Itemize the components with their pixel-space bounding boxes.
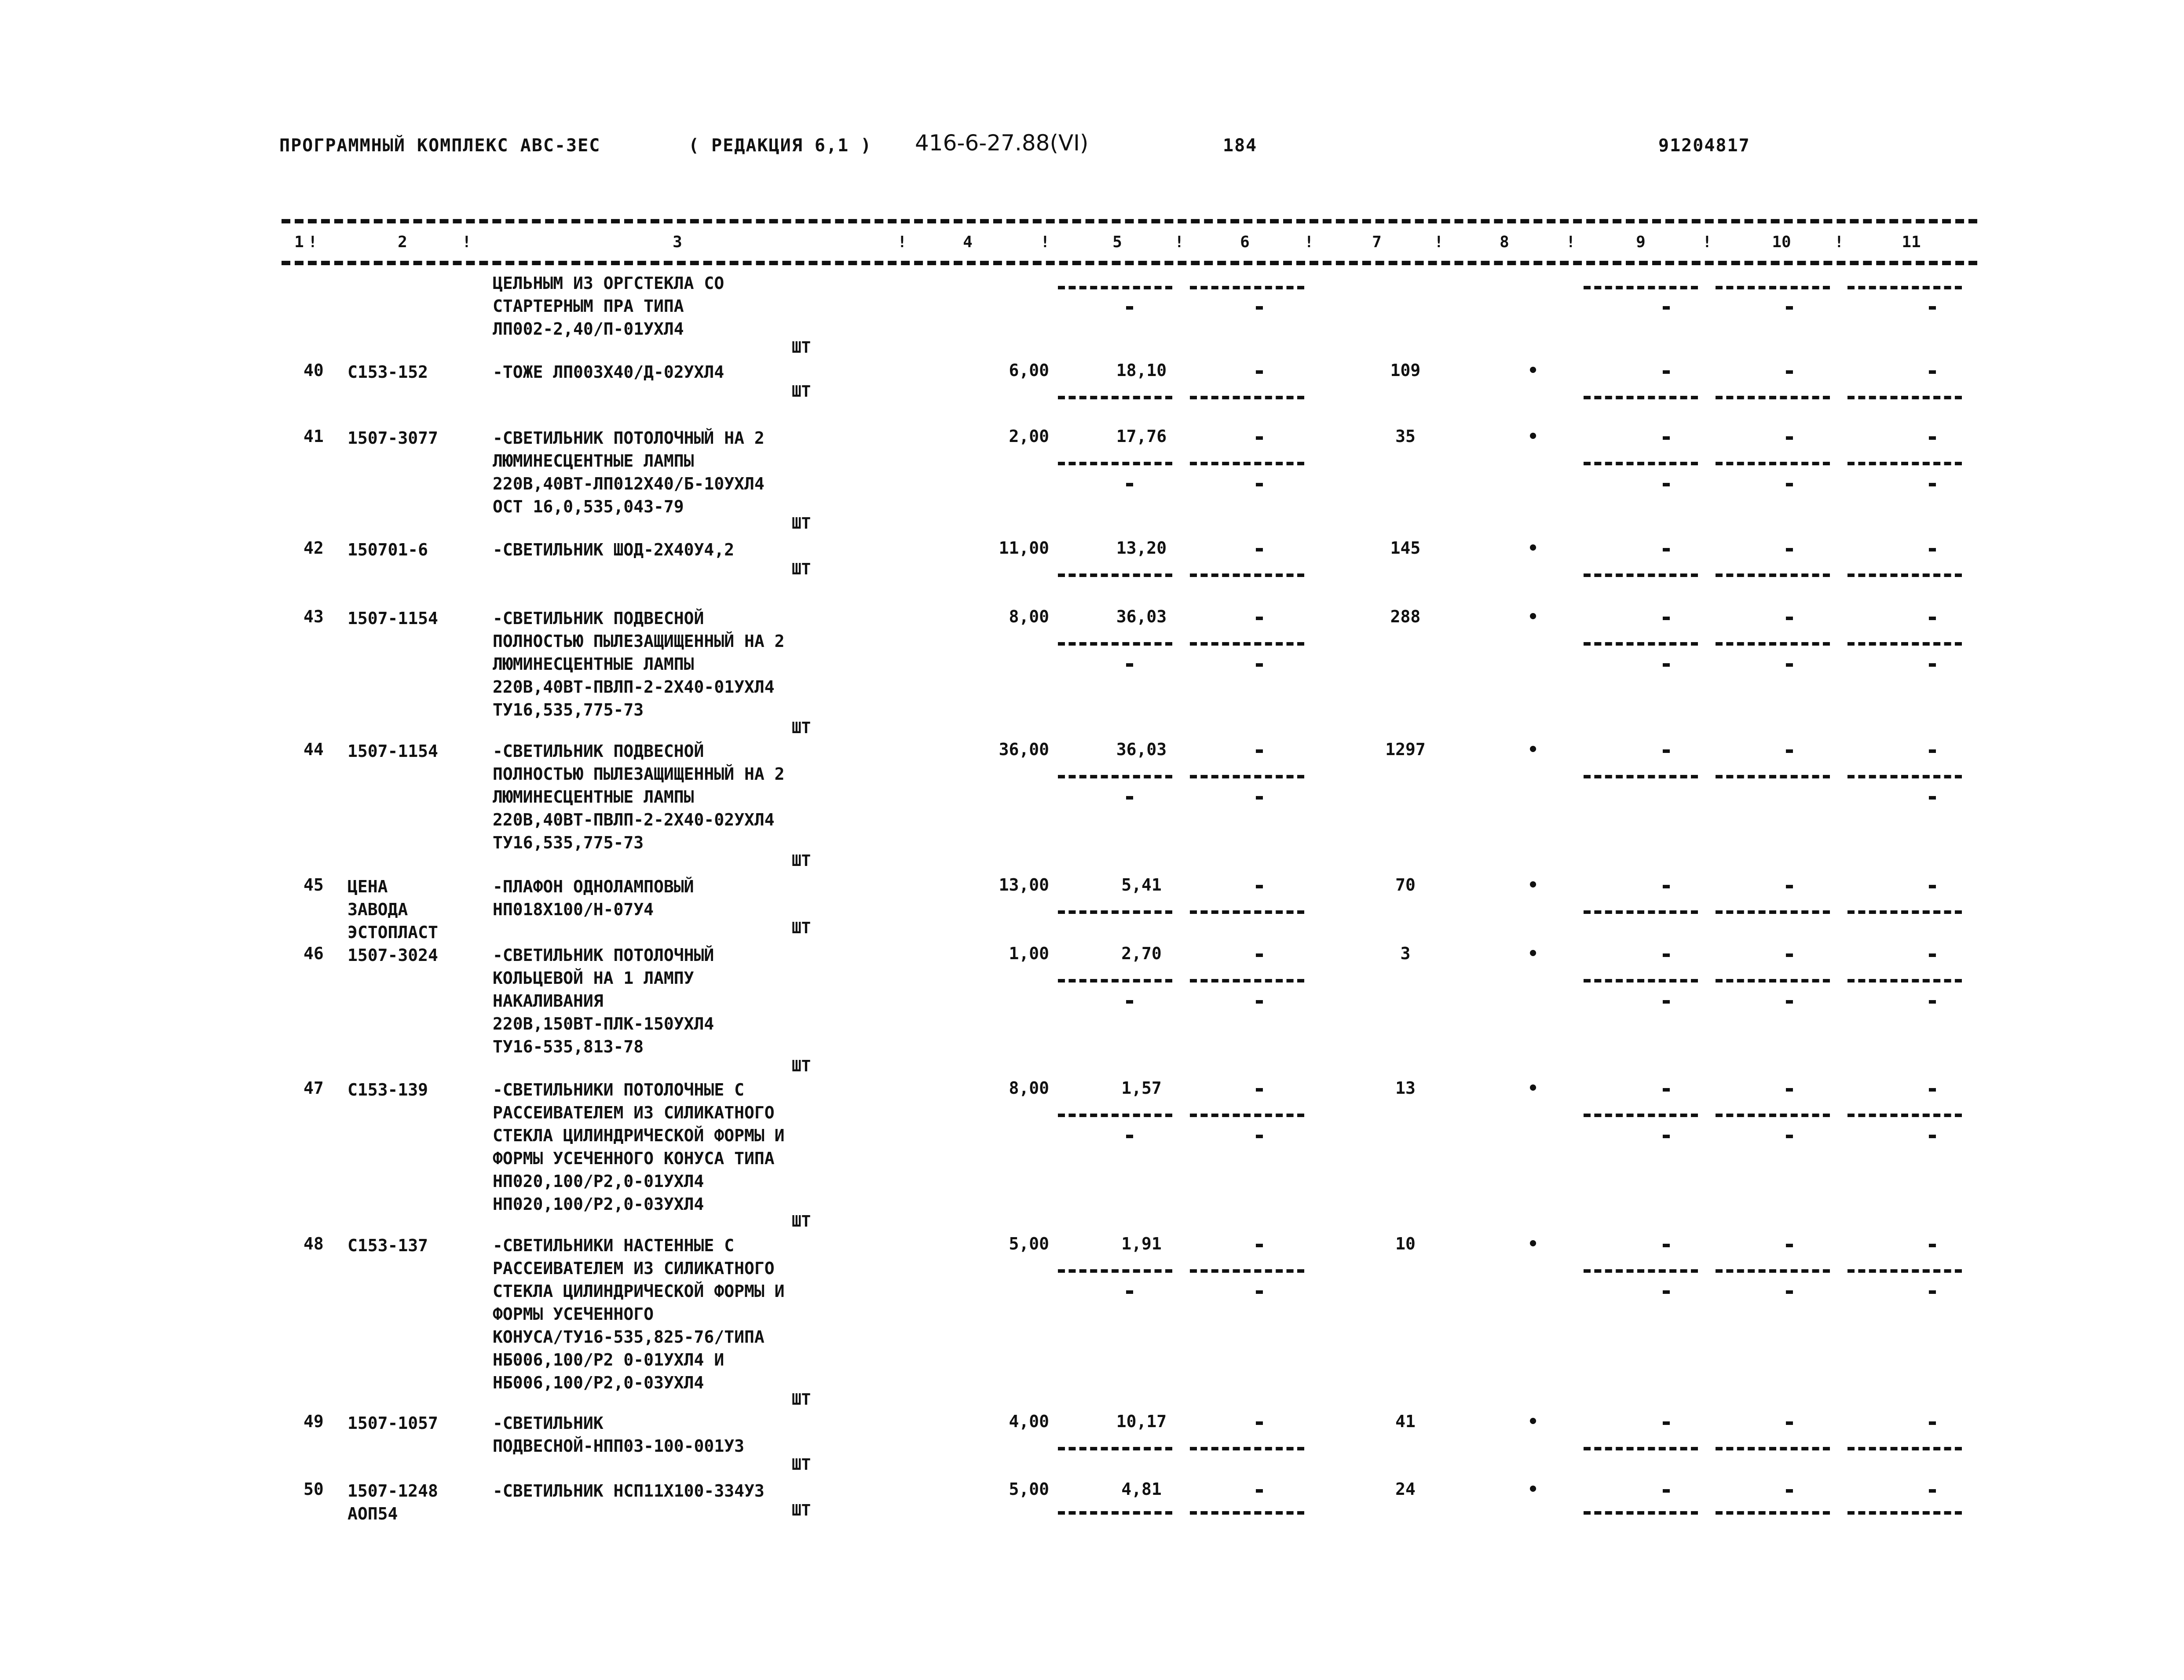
- row-price: 2,70: [1121, 944, 1162, 963]
- row-unit: ШТ: [792, 852, 811, 870]
- row-description: -СВЕТИЛЬНИКИ НАСТЕННЫЕ С РАССЕИВАТЕЛЕМ ИЗ СИЛИКАТНОГО СТЕКЛА ЦИЛИНДРИЧЕСКОЙ ФОРМЫ И ФОРМЫ УСЕЧЕННОГО КОНУСА/ТУ16-535,825-76/ТИПА НБ006,100/Р2 0-01УХЛ4 И НБ006,100/Р2,0-03УХЛ4: [493, 1236, 785, 1392]
- row-quantity: 6,00: [1009, 361, 1049, 380]
- row-quantity: 1,00: [1009, 944, 1049, 963]
- row-number: 46: [304, 944, 324, 963]
- row-quantity: 8,00: [1009, 607, 1049, 626]
- row-unit: ШТ: [792, 1391, 811, 1409]
- row-number: 48: [304, 1234, 324, 1253]
- row-unit: ШТ: [792, 919, 811, 937]
- row-price: 13,20: [1116, 538, 1167, 558]
- table-row: [0, 944, 2184, 1075]
- column-number: 5: [1112, 233, 1122, 251]
- row-quantity: 8,00: [1009, 1078, 1049, 1098]
- row-total: 109: [1390, 361, 1421, 380]
- row-total: 3: [1400, 944, 1411, 963]
- row-quantity: 13,00: [999, 875, 1049, 895]
- column-number: 4: [963, 233, 973, 251]
- row-unit: ШТ: [792, 560, 811, 578]
- row-price: 1,57: [1121, 1078, 1162, 1098]
- column-separator: !: [1174, 233, 1184, 251]
- row-unit: ШТ: [792, 1213, 811, 1231]
- table-row: [0, 607, 2184, 737]
- row-code: 1507-1248 АОП54: [348, 1481, 438, 1523]
- table-row: [0, 427, 2184, 533]
- row-unit: ШТ: [792, 339, 811, 357]
- column-number: 6: [1240, 233, 1250, 251]
- row-code: 1507-3077: [348, 428, 438, 448]
- row-quantity: 5,00: [1009, 1234, 1049, 1253]
- row-code: С153-137: [348, 1236, 428, 1255]
- row-number: 42: [304, 538, 324, 558]
- row-code: 150701-6: [348, 540, 428, 559]
- row-description: ЦЕЛЬНЫМ ИЗ ОРГСТЕКЛА СО СТАРТЕРНЫМ ПРА ТИПА ЛП002-2,40/П-01УХЛ4: [493, 274, 724, 339]
- column-number: 1: [294, 233, 304, 251]
- row-code: ЦЕНА ЗАВОДА ЭСТОПЛАСТ: [348, 877, 438, 942]
- column-number: 8: [1500, 233, 1509, 251]
- column-separator: !: [1304, 233, 1314, 251]
- row-description: -СВЕТИЛЬНИК ШОД-2Х40У4,2: [493, 540, 735, 559]
- column-number: 3: [673, 233, 682, 251]
- row-mark: •: [1527, 1412, 1539, 1432]
- row-mark: •: [1527, 740, 1539, 760]
- row-quantity: 4,00: [1009, 1412, 1049, 1431]
- row-quantity: 11,00: [999, 538, 1049, 558]
- row-number: 45: [304, 875, 324, 895]
- column-separator: !: [897, 233, 907, 251]
- row-number: 49: [304, 1412, 324, 1431]
- row-unit: ШТ: [792, 1057, 811, 1075]
- table-row: [0, 1234, 2184, 1409]
- column-separator: !: [462, 233, 472, 251]
- row-description: -СВЕТИЛЬНИК ПОДВЕСНОЙ-НПП03-100-001У3: [493, 1413, 744, 1456]
- table-row: [0, 1078, 2184, 1231]
- row-number: 47: [304, 1078, 324, 1098]
- row-total: 35: [1395, 427, 1416, 446]
- row-description: -СВЕТИЛЬНИК ПОДВЕСНОЙ ПОЛНОСТЬЮ ПЫЛЕЗАЩИЩЕННЫЙ НА 2 ЛЮМИНЕСЦЕНТНЫЕ ЛАМПЫ 220В,40ВТ-ПВЛП-2-2Х40-01УХЛ4 ТУ16,535,775-73: [493, 609, 785, 719]
- row-quantity: 36,00: [999, 740, 1049, 759]
- row-unit: ШТ: [792, 515, 811, 533]
- row-number: 43: [304, 607, 324, 626]
- row-total: 41: [1395, 1412, 1416, 1431]
- program-title: ПРОГРАММНЫЙ КОМПЛЕКС АВС-ЗЕС: [279, 135, 601, 156]
- row-quantity: 2,00: [1009, 427, 1049, 446]
- project-number: 416-6-27.88(VI): [915, 130, 1089, 156]
- row-description: -СВЕТИЛЬНИК ПОДВЕСНОЙ ПОЛНОСТЬЮ ПЫЛЕЗАЩИЩЕННЫЙ НА 2 ЛЮМИНЕСЦЕНТНЫЕ ЛАМПЫ 220В,40ВТ-ПВЛП-2-2Х40-02УХЛ4 ТУ16,535,775-73: [493, 741, 785, 852]
- row-mark: •: [1527, 607, 1539, 627]
- row-code: 1507-1057: [348, 1413, 438, 1433]
- row-number: 40: [304, 361, 324, 380]
- row-price: 36,03: [1116, 740, 1167, 759]
- row-price: 4,81: [1121, 1479, 1162, 1499]
- row-code: 1507-1154: [348, 741, 438, 761]
- header-rule-bottom: [282, 261, 1977, 265]
- row-price: 17,76: [1116, 427, 1167, 446]
- row-mark: •: [1527, 427, 1539, 447]
- column-number: 11: [1902, 233, 1921, 251]
- row-total: 10: [1395, 1234, 1416, 1253]
- row-code: С153-139: [348, 1080, 428, 1099]
- column-number: 2: [398, 233, 407, 251]
- row-total: 13: [1395, 1078, 1416, 1098]
- row-description: -СВЕТИЛЬНИК ПОТОЛОЧНЫЙ КОЛЬЦЕВОЙ НА 1 ЛАМПУ НАКАЛИВАНИЯ 220В,150ВТ-ПЛК-150УХЛ4 ТУ16-535,813-78: [493, 946, 714, 1056]
- row-total: 288: [1390, 607, 1421, 626]
- page-number: 184: [1223, 135, 1258, 156]
- row-description: -СВЕТИЛЬНИКИ ПОТОЛОЧНЫЕ С РАССЕИВАТЕЛЕМ ИЗ СИЛИКАТНОГО СТЕКЛА ЦИЛИНДРИЧЕСКОЙ ФОРМЫ И ФОРМЫ УСЕЧЕННОГО КОНУСА ТИПА НП020,100/Р2,0-01УХЛ4 НП020,100/Р2,0-03УХЛ4: [493, 1080, 785, 1214]
- row-mark: •: [1527, 1078, 1539, 1099]
- row-mark: •: [1527, 1479, 1539, 1500]
- row-price: 5,41: [1121, 875, 1162, 895]
- table-row: [0, 272, 2184, 360]
- row-mark: •: [1527, 1234, 1539, 1254]
- column-separator: !: [1702, 233, 1712, 251]
- row-price: 36,03: [1116, 607, 1167, 626]
- row-description: -ПЛАФОН ОДНОЛАМПОВЫЙ НП018Х100/Н-07У4: [493, 877, 694, 919]
- row-quantity: 5,00: [1009, 1479, 1049, 1499]
- header-rule-top: [282, 219, 1977, 223]
- row-total: 145: [1390, 538, 1421, 558]
- table-row: [0, 1479, 2184, 1567]
- row-description: -ТОЖЕ ЛП003Х40/Д-02УХЛ4: [493, 362, 724, 382]
- row-mark: •: [1527, 361, 1539, 381]
- row-number: 41: [304, 427, 324, 446]
- column-separator: !: [1434, 233, 1444, 251]
- column-number: 7: [1372, 233, 1382, 251]
- column-separator: !: [1834, 233, 1844, 251]
- row-total: 1297: [1385, 740, 1426, 759]
- column-number: 10: [1772, 233, 1791, 251]
- row-unit: ШТ: [792, 719, 811, 737]
- column-number: 9: [1636, 233, 1646, 251]
- row-number: 44: [304, 740, 324, 759]
- row-description: -СВЕТИЛЬНИК НСП11Х100-334У3: [493, 1481, 765, 1501]
- column-separator: !: [1566, 233, 1576, 251]
- row-number: 50: [304, 1479, 324, 1499]
- row-total: 24: [1395, 1479, 1416, 1499]
- table-row: [0, 740, 2184, 870]
- row-code: С153-152: [348, 362, 428, 382]
- row-price: 18,10: [1116, 361, 1167, 380]
- row-mark: •: [1527, 944, 1539, 964]
- row-mark: •: [1527, 875, 1539, 895]
- row-code: 1507-3024: [348, 946, 438, 965]
- column-separator: !: [308, 233, 318, 251]
- row-description: -СВЕТИЛЬНИК ПОТОЛОЧНЫЙ НА 2 ЛЮМИНЕСЦЕНТНЫЕ ЛАМПЫ 220В,40ВТ-ЛП012Х40/Б-10УХЛ4 ОСТ 16,0,535,043-79: [493, 428, 765, 516]
- row-unit: ШТ: [792, 1456, 811, 1474]
- edition-label: ( РЕДАКЦИЯ 6,1 ): [688, 135, 872, 156]
- row-unit: ШТ: [792, 1501, 811, 1519]
- row-total: 70: [1395, 875, 1416, 895]
- row-mark: •: [1527, 538, 1539, 559]
- row-price: 10,17: [1116, 1412, 1167, 1431]
- document-code: 91204817: [1658, 135, 1750, 156]
- column-separator: !: [1040, 233, 1050, 251]
- row-code: 1507-1154: [348, 609, 438, 628]
- row-unit: ШТ: [792, 383, 811, 401]
- row-price: 1,91: [1121, 1234, 1162, 1253]
